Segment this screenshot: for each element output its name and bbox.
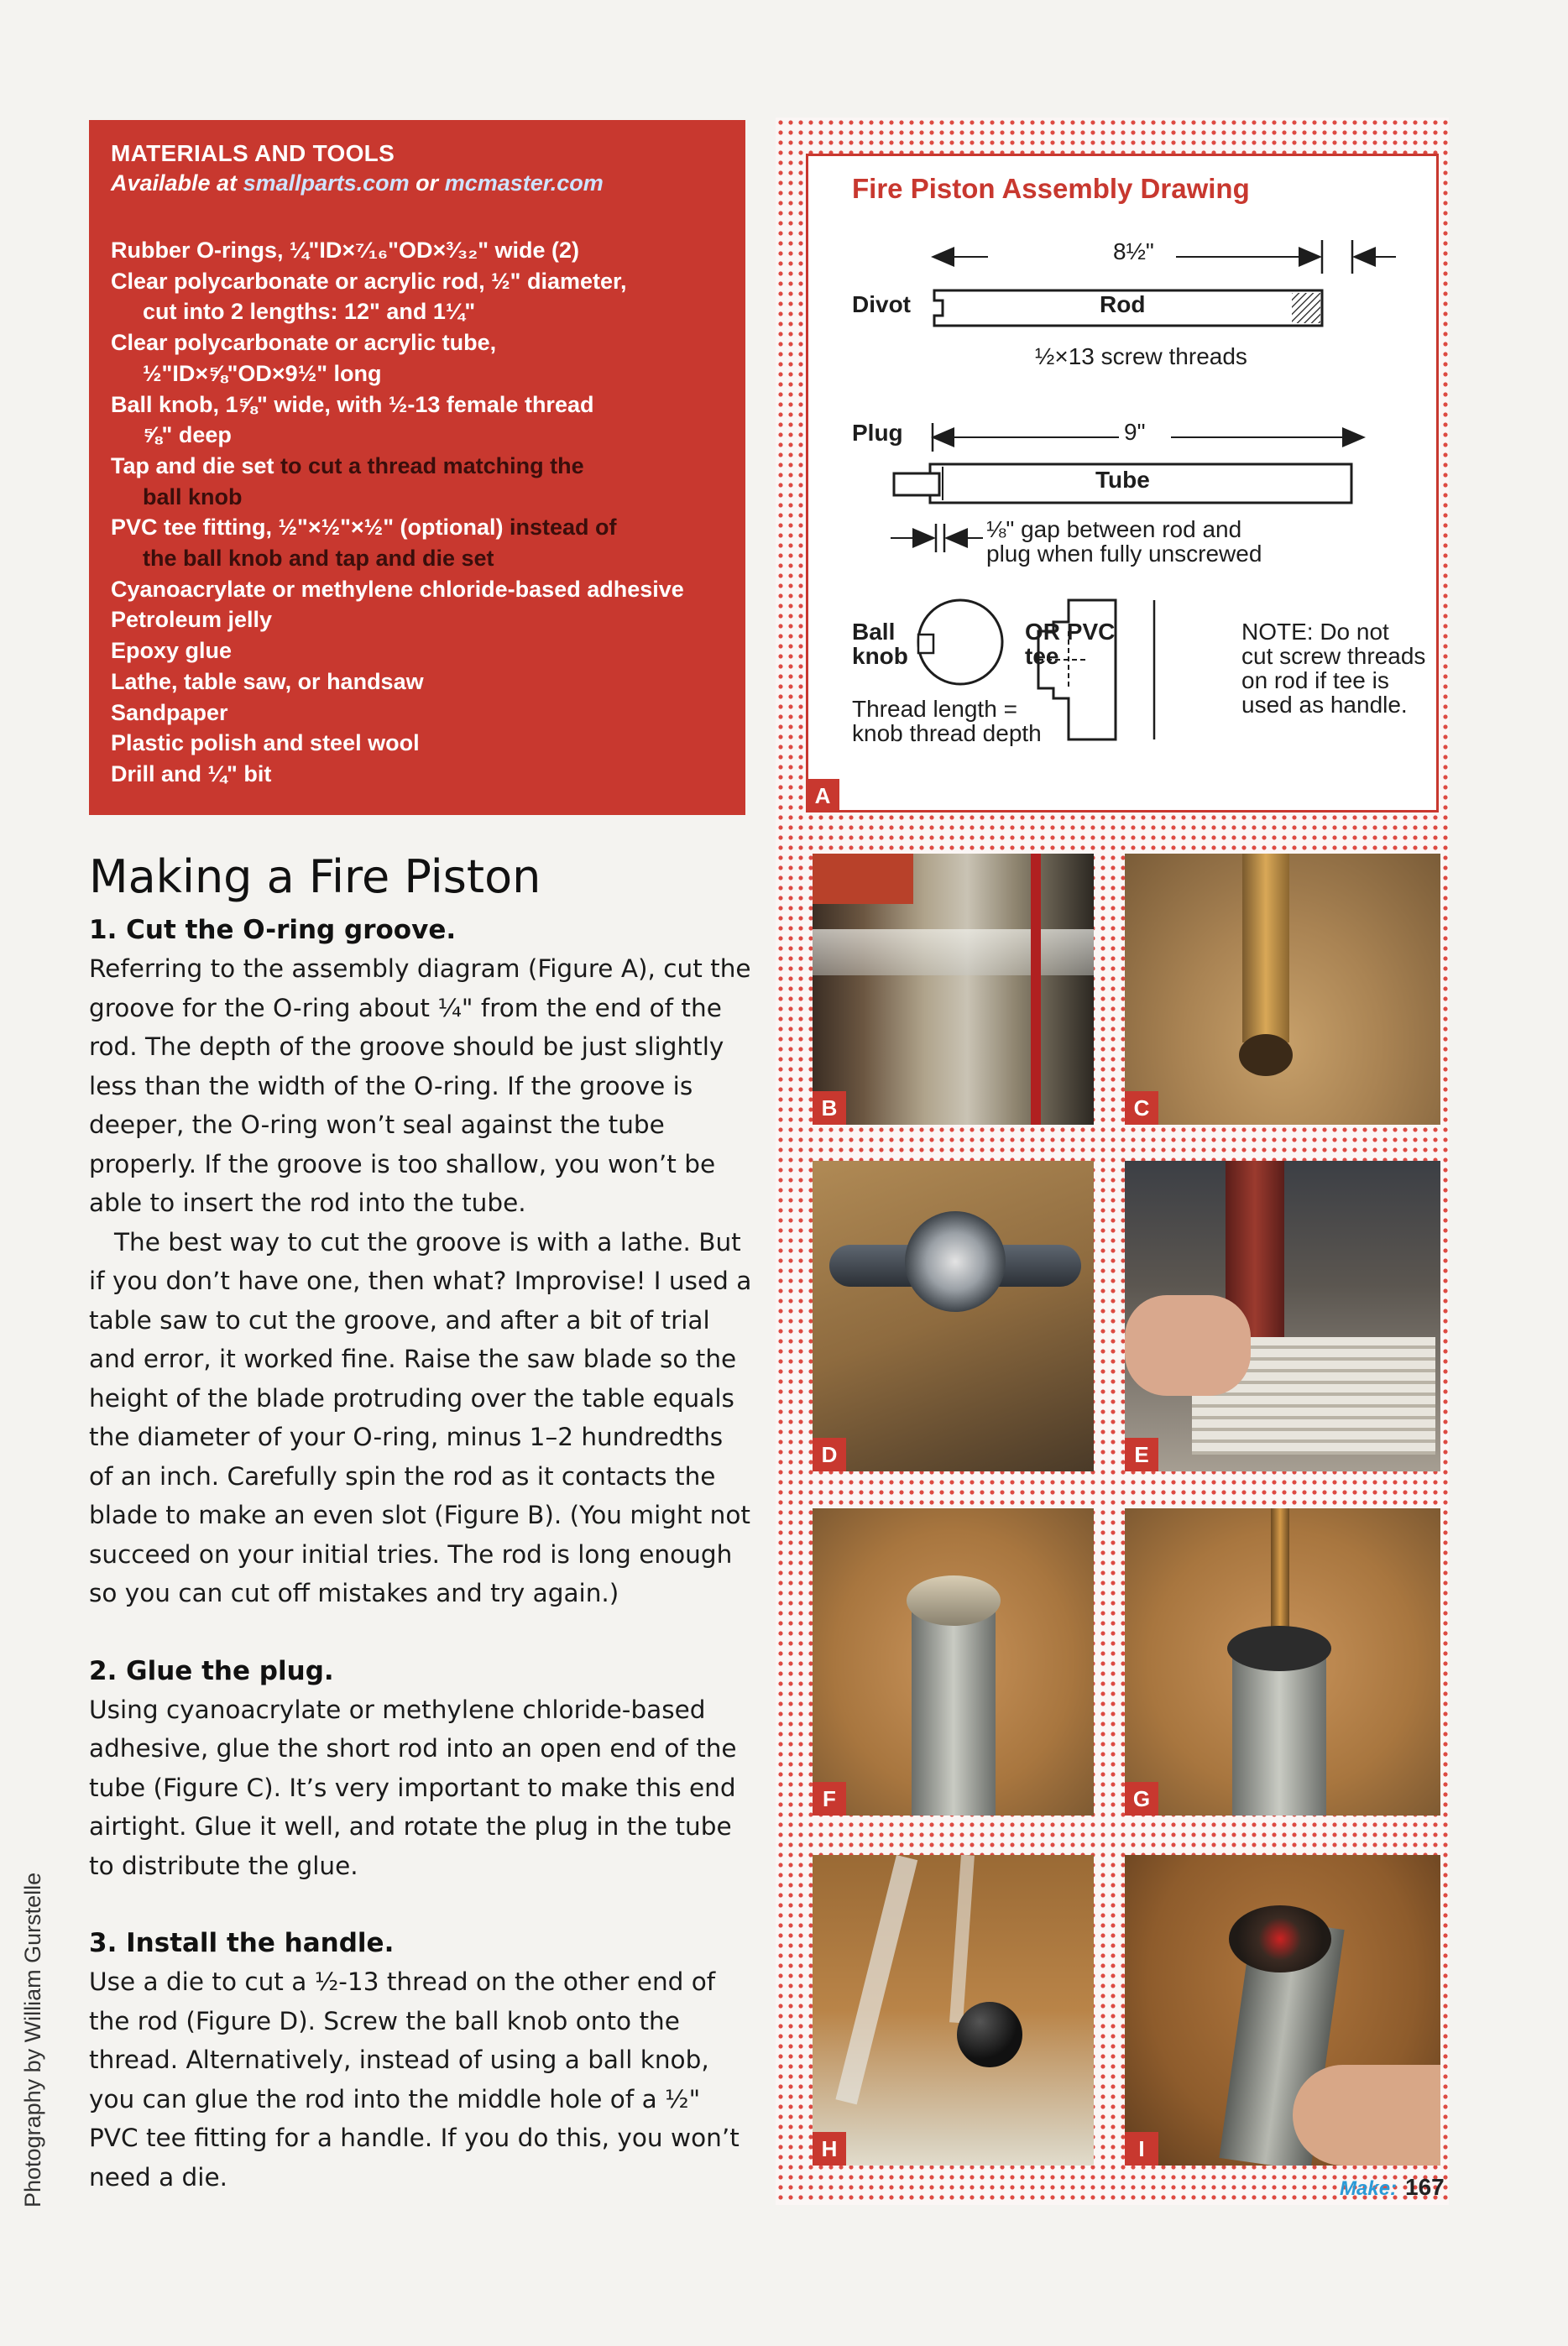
item-text: Rubber O-rings, ¼"ID×⁷⁄₁₆"OD×³⁄₃₂" wide (2) [111, 238, 580, 263]
pvc-tee-label: OR PVC tee [1025, 619, 1116, 669]
photo-letter: B [813, 1091, 846, 1125]
materials-item [111, 635, 727, 666]
photo-i [1125, 1855, 1440, 2166]
photo-g [1125, 1508, 1440, 1816]
drawing-title: Fire Piston Assembly Drawing [852, 173, 1250, 204]
item-note: instead of [503, 515, 617, 541]
acrylic-rod-shape [949, 1855, 975, 2023]
divot-label: Divot [852, 291, 911, 317]
page-folio [1340, 2174, 1445, 2201]
plug-shape [894, 473, 939, 495]
step-2-heading: 2. Glue the plug. [89, 1655, 334, 1686]
item-text: Clear polycarbonate or acrylic tube, [111, 330, 497, 356]
thread-length-label: Thread length = knob thread depth [852, 696, 1042, 746]
item-text: Lathe, table saw, or handsaw [111, 668, 424, 694]
mcmaster-link[interactable]: mcmaster.com [444, 170, 604, 196]
page-number: 167 [1405, 2174, 1445, 2200]
photo-e [1125, 1161, 1440, 1471]
ball-knob-shape [957, 2002, 1022, 2067]
item-text: PVC tee fitting, ½"×½"×½" (optional) [111, 515, 504, 541]
photo-credit: Photography by William Gurstelle [20, 1872, 45, 2208]
item-continuation: ½"ID×⅝"OD×9½" long [143, 360, 382, 386]
photo-letter: G [1125, 1782, 1158, 1816]
tee-note: NOTE: Do not cut screw threads on rod if tee is used as handle. [1241, 619, 1426, 718]
article-title: Making a Fire Piston [89, 850, 541, 903]
tube-end-shape [1239, 1034, 1293, 1076]
photo-b [813, 854, 1094, 1125]
tube-dimension: 9" [1124, 419, 1146, 445]
materials-box [89, 120, 745, 815]
materials-item [111, 451, 727, 512]
materials-title: MATERIALS AND TOOLS [111, 140, 395, 166]
saw-label-shape [813, 854, 913, 904]
photo-f [813, 1508, 1094, 1816]
magazine-brand: Make: [1340, 2177, 1398, 2200]
item-text: Clear polycarbonate or acrylic rod, ½" diameter, [111, 268, 627, 294]
fence-shape [1031, 854, 1041, 1125]
step-1-paragraph-1: Referring to the assembly diagram (Figure A), cut the groove for the O-ring about ¼" from the end of the rod. The depth of the groove should be just slightly less than the width of the O-ring. If the groove is deeper, the O-ring won’t seal against the tube properly. If the groove is too shallow, you won’t be able to insert the rod into the tube. [89, 954, 751, 1217]
hand-shape [1293, 2065, 1440, 2166]
figure-letter: A [806, 779, 839, 812]
materials-availability [111, 170, 727, 196]
step-2-paragraph: Using cyanoacrylate or methylene chloride-based adhesive, glue the short rod into an open end of the tube (Figure C). It’s very important to make this end airtight. Glue it well, and rotate the plug in the tube to distribute the glue. [89, 1695, 737, 1880]
photo-letter: C [1125, 1091, 1158, 1125]
item-continuation: cut into 2 lengths: 12" and 1¼" [143, 299, 476, 325]
item-continuation: ⅝" deep [143, 422, 232, 448]
plug-label: Plug [852, 420, 903, 446]
materials-item [111, 235, 727, 266]
materials-item [111, 728, 727, 759]
acrylic-rod-shape [813, 929, 1094, 975]
screw-threads-label: ½×13 screw threads [1035, 343, 1247, 369]
tube-label: Tube [1095, 467, 1150, 493]
section-gap [89, 1613, 752, 1652]
item-text: Epoxy glue [111, 638, 233, 664]
tube-shape [1242, 854, 1289, 1042]
availability-prefix: Available at [111, 170, 243, 196]
item-continuation: the ball knob and tap and die set [143, 546, 494, 572]
materials-item [111, 327, 727, 389]
availability-or: or [409, 170, 445, 196]
section-gap [89, 1885, 752, 1924]
step-1-paragraph-2: The best way to cut the groove is with a lathe. But if you don’t have one, then what? Improvise! I used a table saw to cut the groove, and after a bit of trial and error, it worked fine. Raise the saw blade so the height of the blade protruding over the table equals the diameter of your O-ring, minus 1–2 hundredths of an inch. Carefully spin the rod as it contacts the blade to make an even slot (Figure B). (You might not succeed on your initial tries. The rod is long enough so you can cut off mistakes and try again.) [89, 1227, 752, 1607]
hand-shape [1125, 1295, 1251, 1396]
item-text: Plastic polish and steel wool [111, 730, 420, 756]
materials-item [111, 698, 727, 729]
smallparts-link[interactable]: smallparts.com [243, 170, 410, 196]
assembly-drawing [806, 154, 1439, 812]
materials-list [111, 235, 727, 790]
materials-item [111, 574, 727, 605]
photo-c [1125, 854, 1440, 1125]
materials-item [111, 666, 727, 698]
photo-h [813, 1855, 1094, 2166]
die-shape [905, 1211, 1006, 1312]
item-note: to cut a thread matching the [274, 452, 584, 478]
gap-note: ⅛" gap between rod and plug when fully unscrewed [986, 516, 1262, 567]
item-text: Ball knob, 1⅝" wide, with ½-13 female thread [111, 391, 594, 417]
photo-letter: H [813, 2132, 846, 2166]
materials-item [111, 604, 727, 635]
photo-letter: F [813, 1782, 846, 1816]
char-cloth-shape [1229, 1905, 1331, 1972]
materials-item [111, 512, 727, 573]
rod-label: Rod [1100, 291, 1146, 317]
photo-d [813, 1161, 1094, 1471]
tube-shape [912, 1601, 996, 1816]
ball-knob-label: Ball knob [852, 619, 908, 669]
acrylic-rod-shape [835, 1855, 917, 2104]
item-text: Petroleum jelly [111, 607, 273, 633]
photo-letter: E [1125, 1438, 1158, 1471]
materials-item [111, 759, 727, 790]
materials-item [111, 266, 727, 327]
step-1-heading: 1. Cut the O-ring groove. [89, 915, 457, 945]
item-continuation: ball knob [143, 483, 243, 509]
materials-item [111, 389, 727, 451]
photo-letter: I [1125, 2132, 1158, 2166]
step-3-paragraph: Use a die to cut a ½-13 thread on the other end of the rod (Figure D). Screw the ball knob onto the thread. Alternatively, instead of using a ball knob, you can glue the rod into the middle hole of a ½" PVC tee fitting for a handle. If you do this, you won’t need a die. [89, 1967, 740, 2192]
rod-dimension: 8½" [1113, 238, 1154, 264]
ball-knob-thread [918, 635, 933, 653]
item-text: Tap and die set [111, 452, 274, 478]
item-text: Sandpaper [111, 699, 228, 725]
item-text: Drill and ¼" bit [111, 760, 272, 786]
photo-letter: D [813, 1438, 846, 1471]
item-text: Cyanoacrylate or methylene chloride-based adhesive [111, 576, 684, 602]
step-3-heading: 3. Install the handle. [89, 1928, 395, 1958]
article [89, 844, 752, 2197]
rod-end-shape [1227, 1626, 1331, 1671]
rod-end-shape [907, 1575, 1001, 1626]
rod-threads-hatch [1292, 293, 1320, 323]
